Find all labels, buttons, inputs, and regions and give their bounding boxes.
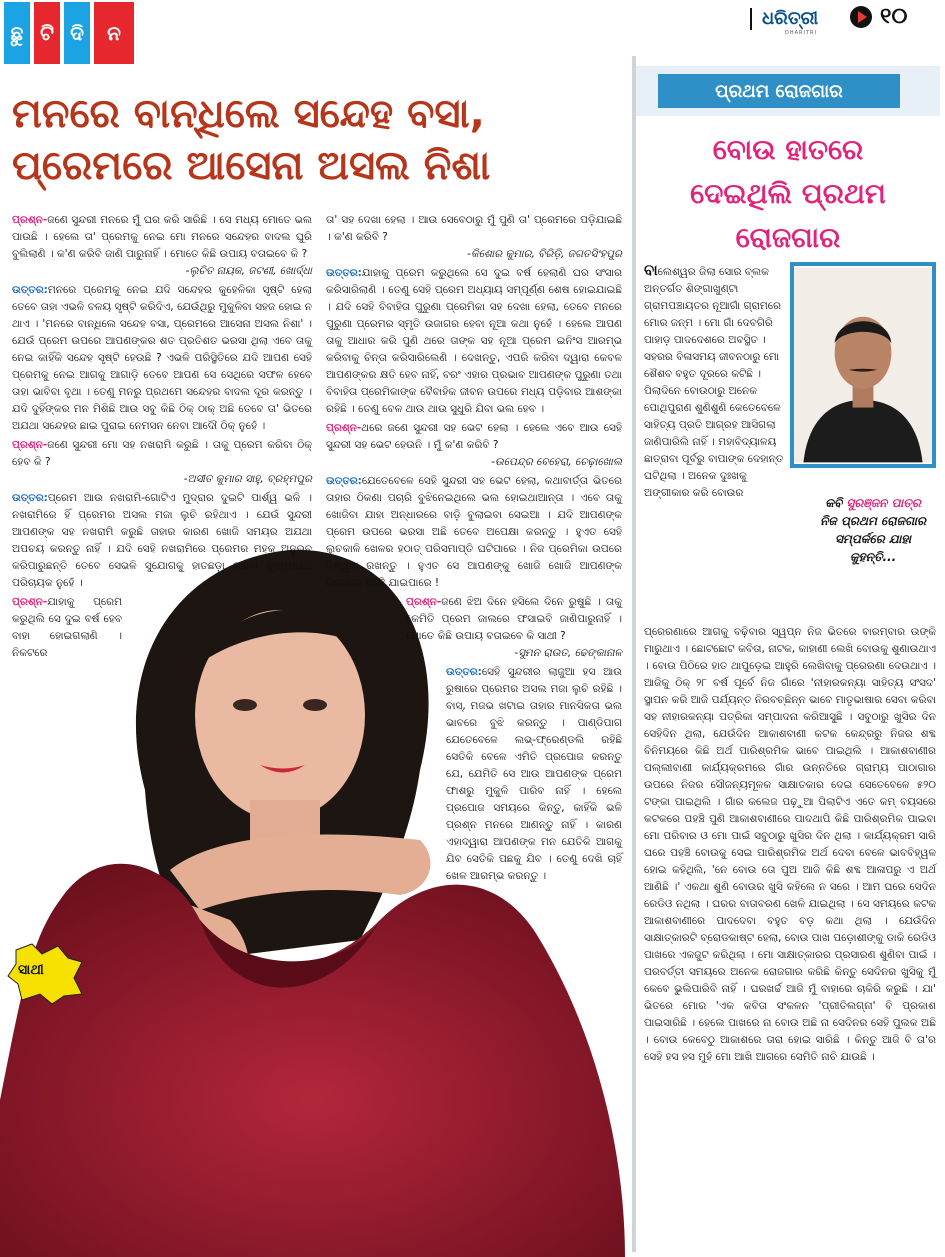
headline-line-1: ମନରେ ବାନ୍ଧିଲେ ସନ୍ଦେହ ବସା, (12, 91, 485, 137)
answer-tag: ଉତ୍ତର: (446, 666, 482, 678)
question-tag: ପ୍ରଶ୍ନ- (406, 596, 442, 608)
answer-text: ପ୍ରେମ ଆଉ ନଖରାମି-ଗୋଟିଏ ମୁଦ୍ରାର ଦୁଇଟି ପାର୍ଶ୍ୱ ଭଳି । ନଖରାମିରେ ହିଁ ପ୍ରେମର ଅସଲ ମଜା ଲୁଚି ରହିଥାଏ । ଯେଉଁ ସୁନ୍ଦରୀ ଆପଣଙ୍କ ସହ ନଖରାମି କରୁଛି ତାହାର କାରଣ ଖୋଜି ସମୟର ଅଯଥା ଅପଚୟ କରନ୍ତୁ ନାହିଁ । ଯଦି ସେହି ନଖରାମିରେ ପ୍ରେମର ମହକ ଅନୁଭବ କରିପାରୁଛନ୍ତି ତେବେ ସେଭଳି ସୁଯୋଗକୁ ହାତଛଡ଼ା କରିବା ବୁଦ୍ଧିମତାର ପରିଚାୟକ ନୁହେଁ । (12, 492, 312, 589)
qa-item (446, 664, 622, 885)
credit-prefix: କବି (825, 496, 843, 510)
question-text: ଜଣେ ଝିଅ ଦିନେ ହସିଲେ ଦିନେ ରୁଷୁଛି । ତାକୁ କେମିତି ପ୍ରେମ ଜାଲରେ ଫସାଇବି ଜାଣିପାରୁନାହିଁ । ମୋତେ କିଛି ଉପାୟ ବତାଇବେ କି ସାଥୀ ? (406, 596, 622, 642)
qa-item (326, 212, 622, 263)
section-letter-4: ନ (94, 2, 134, 64)
question-text: ତା' ସହ ଦେଖା ହେଲା । ଆଉ ସେବେଠାରୁ ମୁଁ ପୁଣି ତା' ପ୍ରେମରେ ପଡ଼ିଯାଇଛି । କ'ଣ କରିବି ? (326, 214, 622, 243)
section-letter-2: ଟି (34, 2, 60, 64)
play-circle-icon (850, 6, 872, 28)
sidebar-intro-text: ଲେଶ୍ୱର ଜିଲା ସୋର ବ୍ଲକ ଅନ୍ତର୍ଗତ ଶିଙ୍ଗାଖୁଣ୍ଟା ଗ୍ରାମପଞ୍ଚାୟତର ନୂଆଗାଁ ଗ୍ରାମରେ ମୋର ଜନ୍ମ । ମୋ ଗାଁ ଦେବଗିରି ପାହାଡ଼ ପାଦଦେଶରେ ଅବସ୍ଥିତ । ସହରର ବିଳାସମୟ ଜୀବନଠାରୁ ମୋ ଶୈଶବ ବହୁତ ଦୂରରେ କଟିଛି । ପିଲାଦିନେ ବୋଉଠାରୁ ଅନେକ ପୋଥିପୁରାଣ ଶୁଣିଶୁଣି କେତେବେଳେ ସାହିତ୍ୟ ପ୍ରତି ଆଗ୍ରହ ଆସିଗଲା ଜାଣିପାରିଲି ନାହିଁ । ମହାବିଦ୍ୟାଳୟ ଛାତ୍ରାବା ପୂର୍ବରୁ ବାପାଙ୍କ ଦେହାନ୍ତ ଘଟିଥିଲା । ଅନେକ ଦୁଃଖକୁ ଅଙ୍ଗୀକାର କରି ବୋଉର (644, 266, 784, 499)
sidebar-section-label: ପ୍ରଥମ ରୋଜଗାର (658, 74, 900, 108)
masthead-divider (750, 8, 752, 30)
answer-tag: ଉତ୍ତର: (12, 284, 48, 296)
answer-text: ଯାହାକୁ ପ୍ରେମ କରୁଥିଲେ ସେ ଦୁଇ ବର୍ଷ ହେଲାଣି ଘର ସଂସାର କରିସାରିଲାଣି । ତେଣୁ ସେହି ପ୍ରେମ ଅଧ୍ୟାୟ ସମ୍ପୂର୍ଣ୍ଣ ଶେଷ ହୋଇଯାଇଛି । ଯଦି ସେହି ବିବାହିତା ପୁରୁଣା ପ୍ରେମିକା ସହ ଦେଖା ହେଲା, ତେବେ ମନରେ ପୁରୁଣା ପ୍ରେମର ସ୍ମୃତି ଉଜାଗର ହେବା ନୂଆ କଥା ନୁହେଁ । ହେଲେ ଆପଣ ତାକୁ ଆଧାର କରି ପୁଣି ଥରେ ତାଙ୍କ ସହ ନୂଆ ପ୍ରେମ ଇନିଂସ ଆରମ୍ଭ କରିବାକୁ ଚିନ୍ତା କରିସାରିଲେଣି । ଦେଖନ୍ତୁ, ଏପରି କରିବା ଦ୍ୱାରା କେବଳ ଆପଣଙ୍କର କ୍ଷତି ହେବ ନାହିଁ, ବରଂ ଏହାର ପ୍ରଭାବ ଆପଣଙ୍କ ପୁରୁଣା ତଥା ବିବାହିତା ପ୍ରେମିକାଙ୍କ ବୈବାହିକ ଜୀବନ ଉପରେ ମଧ୍ୟ ପଡ଼ିବାର ଆଶଙ୍କା ରହିଛି । ତେଣୁ ବେଳ ଥାଉ ଥାଉ ସୁଧୁରି ଯିବା ଭଲ ହେବ । (326, 267, 622, 415)
author-portrait (790, 262, 936, 468)
sidebar-intro (644, 262, 784, 502)
credit-line-2: ନିଜ ପ୍ରଥମ ରୋଜଗାର (820, 514, 926, 528)
qa-item (12, 437, 312, 488)
drop-cap: ବା (644, 261, 658, 279)
question-tag: ପ୍ରଶ୍ନ- (12, 439, 48, 451)
answer-text: ସେହି ସୁନ୍ଦରୀର ଲାଜୁଆ ହସ ଆଉ ରୁଷାରେ ପ୍ରେମର ଅସଲ ମଜା ଲୁଚି ରହିଛି । ବାସ୍, ମଜଭ ଖଟାଇ ତାହାର ମାନସିକତା ଭଲ ଭାବରେ ବୁଝି କରନ୍ତୁ । ପାଣ୍ଡିପାଗ ଯେତେବେଳେ ଲଭ୍-ଫ୍ରେଣ୍ଡଲି ରହିଛି ସେତିକି ବେଳେ ଏମିତି ପ୍ରପୋଜ କରନ୍ତୁ ଯେ, ଯେମିତି ସେ ଆଉ ଆପଣଙ୍କ ପ୍ରେମ ଫାଶରୁ ମୁକୁଳି ପାରିବ ନାହିଁ । ହେଲେ ପ୍ରପୋଜ ସମୟରେ କିନ୍ତୁ, କାହିଁକି ଭଳି ପ୍ରଶ୍ନ ମନରେ ଆଣନ୍ତୁ ନାହିଁ । କାରଣ ଏହାଦ୍ୱାରା ଆପଣଙ୍କ ମନ ଯେତିକି ଆଗକୁ ଯିବ ସେତିକି ପଛକୁ ଯିବ । ତେଣୁ ଦେଖି ଚାହିଁ ଖେଳ ଆରମ୍ଭ କରନ୍ତୁ । (446, 666, 622, 882)
qa-item (12, 282, 312, 435)
reader-byline: -ସୁମନ ରାଉତ, ଢେଙ୍କାନାଳ (514, 647, 622, 659)
reader-byline: -ଅସୀତ କୁମାର ସାହୁ, ବ୍ରହ୍ମପୁର (183, 473, 312, 485)
answer-tag: ଉତ୍ତର: (12, 492, 48, 504)
qa-item (12, 594, 122, 662)
sidebar-title-line-1: ବୋଉ ହାତରେ (712, 133, 864, 166)
main-headline (12, 88, 612, 192)
qa-item (326, 473, 622, 592)
answer-text: ଯେତେବେଳେ ସେହି ସୁନ୍ଦରୀ ସହ ଭେଟ ହେଲା, କଥାବାର୍ତ୍ତା ଭିତରେ ତାହାର ଠିକଣା ପଚାରି ବୁଝିନେଇଥିଲେ ଭଲ ହୋଇଥାଆନ୍ତା । ଏବେ ତାକୁ ଖୋଜିବା ଯାହା ଅନ୍ଧାରରେ ବାଡ଼ି ବୁଲାଇବା ସେଇଆ । ଯଦି ଆପଣଙ୍କ ପ୍ରେମ ଉପରେ ଭରସା ଅଛି ତେବେ ଅପେକ୍ଷା କରନ୍ତୁ । ହୁଏତ ସେହି ଲୁଚକାଳି ଖେଳର ହଠାତ୍ ପରିସମାପ୍ତି ଘଟିପାରେ । ନିଜ ପ୍ରେମିକା ଉପରେ ବିଶ୍ୱାସ ରଖନ୍ତୁ । ହୁଏତ ସେ ଆପଣଙ୍କୁ ଖୋଜି ଖୋଜି ଆପଣଙ୍କ ନିକଟରେ ପହଞ୍ଚି ଯାଇପାରେ ! (326, 475, 622, 589)
qa-item (326, 420, 622, 471)
qa-column-1 (12, 212, 312, 664)
question-text: ଜଣେ ସୁନ୍ଦରୀ ମୋ ସହ ନଖରାମି କରୁଛି । ତାକୁ ପ୍ରେମ କରିବା ଠିକ୍ ହେବ କି ? (12, 439, 312, 468)
question-tag: ପ୍ରଶ୍ନ- (326, 422, 362, 434)
qa-column-2 (326, 212, 622, 887)
question-tag: ପ୍ରଶ୍ନ- (12, 596, 48, 608)
credit-line-4: କୁହନ୍ତି... (849, 550, 897, 564)
qa-item (12, 490, 312, 592)
page-number: ୧୦ (880, 4, 908, 29)
poet-name: ସୁରଞ୍ଜନ ପାତ୍ର (846, 496, 921, 510)
qa-item (12, 212, 312, 280)
sticker-label: ସାଥୀ (18, 962, 44, 978)
credit-line-3: ସମ୍ପର୍କରେ ଯାହା (834, 532, 912, 546)
brand-logo: ଧରିତ୍ରୀ (762, 8, 819, 29)
qa-item (326, 265, 622, 418)
reader-byline: -ଉପେନ୍ଦ୍ର ବେହେରା, ଚେଢ଼ାଖୋଲ (491, 456, 622, 468)
question-text: ଥରେ ଜଣେ ସୁନ୍ଦରୀ ସହ ଭେଟ ହେଲା । ହେଲେ ଏବେ ଆଉ ସେହି ସୁନ୍ଦରୀ ସହ ଭେଟ ହେଉନି । ମୁଁ କ'ଣ କରିବି ? (326, 422, 622, 451)
sidebar-title-line-3: ରୋଜଗାର (735, 221, 841, 254)
answer-tag: ଉତ୍ତର: (326, 267, 362, 279)
author-credit (808, 494, 938, 566)
headline-line-2: ପ୍ରେମରେ ଆସେନା ଅସଲ ନିଶା (12, 143, 491, 189)
reader-byline: -କିଶୋର କୁମାର, ବିରିଡ଼ି, ଜଗତସିଂହପୁର (467, 248, 622, 260)
sidebar-body: ପ୍ରେରଣାରେ ଆଗକୁ ବଢ଼ିବାର ସ୍ୱପ୍ନ ନିଜ ଭିତରେ ବାରମ୍ବାର ଉଙ୍କି ମାରୁଥାଏ । ଛୋଟଛୋଟ କବିତା, ନାଟକ, କାହାଣୀ ଲେଖି ବୋଉକୁ ଶୁଣାଉଥାଏ । ବୋଉ ପିଠିରେ ହାତ ଥାପୁଡ଼େଇ ଆହୁରି ଲେଖିବାକୁ ପ୍ରେରଣା ଦେଉଥାଏ । ଆଜିକୁ ଠିକ୍ ୨୮ ବର୍ଷ ପୂର୍ବେ ନିଜ ଗାଁରେ 'ନୀହାରକନ୍ୟା ସାହିତ୍ୟ ସଂସଦ' ସ୍ଥାପନ କରି ଆଜି ପର୍ଯ୍ୟନ୍ତ ନିରବଚ୍ଛିନ୍ନ ଭାବେ ମାତୃଭାଷାର ସେବା କରିବା ସହ ନୀହାରକନ୍ୟା ପତ୍ରିକା ସମ୍ପାଦନା କରିଆସୁଛି । ସବୁଠାରୁ ଖୁସିର ଦିନ ସେହିଦିନ ଥିଲା, ଯେଉଁଦିନ ଆକାଶବାଣୀ କଟକ କେନ୍ଦ୍ରରୁ ନିଜର ଶବ୍ଦ ବିନିମୟରେ କିଛି ଅର୍ଥ ପାରିଶ୍ରମିକ ଭାବେ ପାଇଥିଲି । ଆକାଶବାଣୀର ପଲ୍ଲୀବାଣୀ କାର୍ଯ୍ୟକ୍ରମରେ ଗାଁର ଉନ୍ନତିରେ ଗ୍ରାମ୍ୟ ପାଠାଗାର ଉପରେ ନିଜର ସୌଜନ୍ୟମୂଳକ ସାକ୍ଷାତକାର ଦେଇ ସେତେବେଳେ ୫୨୦ ଟଙ୍କା ପାଇଥିଲି । ଗାଁର କଲେଜ ପଢ଼ୁଆ ପିଲାଟିଏ ଏତେ କମ୍ ବୟସରେ କଟକରେ ପହଞ୍ଚି ପୁଣି ଆକାଶବାଣୀରେ ପାଦଥାପି କିଛି ପାରିଶ୍ରମିକ ପାଇବା ମୋ ପରିବାର ଓ ମୋ ପାଇଁ ସବୁଠାରୁ ଖୁସିର ଦିନ ଥିଲା । କାର୍ଯ୍ୟକ୍ରମ ସାରି ଘରେ ପହଞ୍ଚି ବୋଉକୁ ସେଇ ପାରିଶ୍ରମିକ ଅର୍ଥ ଦେବା ବେଳେ ଭାବବିହ୍ୱଳ ହୋଇ କହିଥିଲି, 'ନେ ବୋଉ ତୋ ପୁଅ ଆଜି କିଛି ଶବ୍ଦ ଆଳାପରୁ ଏ ଅର୍ଥ ଆଣିଛି ।' ଏକଥା ଶୁଣି ବୋଉର ଖୁସି କହିଲେ ନ ସରେ । ଆମ ଘରେ ସେଦିନ ରେଡିଓ ନଥିଲା । ଘରର ବାତାବରଣ ଖେଳି ଯାଇଥିଲା । ସେ ସମୟରେ କଟକ ଆକାଶବାଣୀରେ ପାଦଦେବା ବହୁତ ବଡ଼ କଥା ଥିଲା । ଯେଉଁଦିନ ସାକ୍ଷାତ୍କାରଟି ବ୍ରୋଡକାଷ୍ଟ ହେଲା, ବୋଉ ପାଖ ପଡ଼ୋଶୀଙ୍କୁ ଡାକି ରେଡିଓ ପାଖରେ ଏକଜୁଟ କରିଥିଲା । ମୋ ସାକ୍ଷାତ୍କାରର ପ୍ରସାରଣ ଶୁଣିବା ପାଇଁ । ପରବର୍ତ୍ତୀ ସମୟରେ ଅନେକ ରୋଜଗାର କରିଛି କିନ୍ତୁ ସେଦିନର ଖୁସିକୁ ମୁଁ କେବେ ଭୁଲିପାରିବି ନାହିଁ । ଘରଖର୍ଚ୍ଚ ଆଜି ମୁଁ ବାହାରେ ଚାକିରି କରୁଛି । ଯା' ଭିତରେ ମୋର 'ଏକ କବିତା ସଂକଳନ 'ପ୍ରୀତିଲଗ୍ନା' ବି ପ୍ରକାଶ ପାଇସାରିଛି । ହେଲେ ପାଖରେ ନା ବୋଉ ଅଛି ନା ସେଦିନର ସେହି ପୁଲକ ଅଛି । ବୋଉ କେବେଠୁ ଆକାଶରେ ତାରା ହୋଇ ସାରିଛି । କିନ୍ତୁ ଆଜି ବି ତା'ର ସେହି ହସ ହସ ମୁହଁ ମୋ ଆଖି ଆଗରେ ସେମିତି ନାଚି ଯାଉଛି । (644, 626, 936, 1063)
sidebar-title-line-2: ଦେଇଥିଲି ପ୍ରଥମ (690, 177, 886, 210)
reader-byline: -ଲୁଚିତ ନାୟକ, ଜଟଣୀ, ଖୋର୍ଦ୍ଧା (185, 265, 312, 277)
answer-tag: ଉତ୍ତର: (326, 475, 362, 487)
question-tag: ପ୍ରଶ୍ନ- (12, 214, 48, 226)
brand-subtitle: DHARITRI (785, 30, 817, 36)
question-text: ଯାହାକୁ ପ୍ରେମ କରୁଥିଲି ସେ ଦୁଇ ବର୍ଷ ହେବ ବାହା ହୋଇଗଲାଣି । ନିକଟରେ (12, 596, 122, 659)
section-letter-1: ଛୁ (4, 2, 30, 64)
answer-text: ମନରେ ପ୍ରେମକୁ ନେଇ ଯଦି ସନ୍ଦେହର କୁହେଳିକା ସୃଷ୍ଟି ହେଲା ତେବେ ତାହା ଏଭଳି ବଳୟ ସୃଷ୍ଟି କରିଦିଏ, ଯେଉଁଥିରୁ ମୁକୁଳିବା ସହଜ ହୋଇ ନ ଥାଏ । 'ମନରେ ବାନ୍ଧିଲେ ସନ୍ଦେହ ବସା, ପ୍ରେମରେ ଆସେନା ଅସଲ ନିଶା' । ଯେଉଁ ପ୍ରେମ ଉପରେ ଆପଣଙ୍କର ଶତ ପ୍ରତିଶତ ଭରସା ଥିଲା ଏବେ ତାକୁ ନେଇ କାହିଁକି ସନ୍ଦେହ ସୃଷ୍ଟି ହେଉଛି ? ଏଭଳି ପରିସ୍ଥିତିରେ ଯଦି ଆପଣ ସେହି ପ୍ରେମକୁ ନେଇ ଆଗକୁ ଆଗାଡ଼ି ତେବେ ଆପଣ ସେ ସେଥିରେ ସଫଳ ହେବେ ତାହା ଭାବିବା ବୃଥା । ତେଣୁ ମନରୁ ପ୍ରଥମେ ସନ୍ଦେହର ବାଦଲ ଦୂର କରନ୍ତୁ । ଯଦି ଦୁହିଁଙ୍କର ମନ ମିଶିଛି ଆଉ ସବୁ କିଛି ଠିକ୍ ଠାକ୍ ଅଛି ତେବେ ତା' ଭିତରେ ଅଯଥା ସନ୍ଦେହର ଛାଇ ପୁରାଇ ନେମସନ ନେବା ଆଦୌ ଠିକ୍ ନୁହେଁ । (12, 284, 312, 432)
sidebar-title (640, 128, 936, 260)
question-text: ଜଣେ ସୁନ୍ଦରୀ ମନରେ ମୁଁ ଘର କରି ସାରିଛି । ସେ ମଧ୍ୟ ମୋତେ ଭଲ ପାଉଛି । ହେଲେ ତା' ପ୍ରେମକୁ ନେଇ ମୋ ମନରେ ସନ୍ଦେହର ବାଦଲ ଘୁରି ବୁଲିଲାଣି । କ'ଣ କରିବି ଜାଣି ପାରୁନାହିଁ । ମୋତେ କିଛି ଉପାୟ ବତାଇବେ କି ? (12, 214, 312, 260)
qa-item (406, 594, 622, 662)
section-letter-3: ଦି (64, 2, 90, 64)
